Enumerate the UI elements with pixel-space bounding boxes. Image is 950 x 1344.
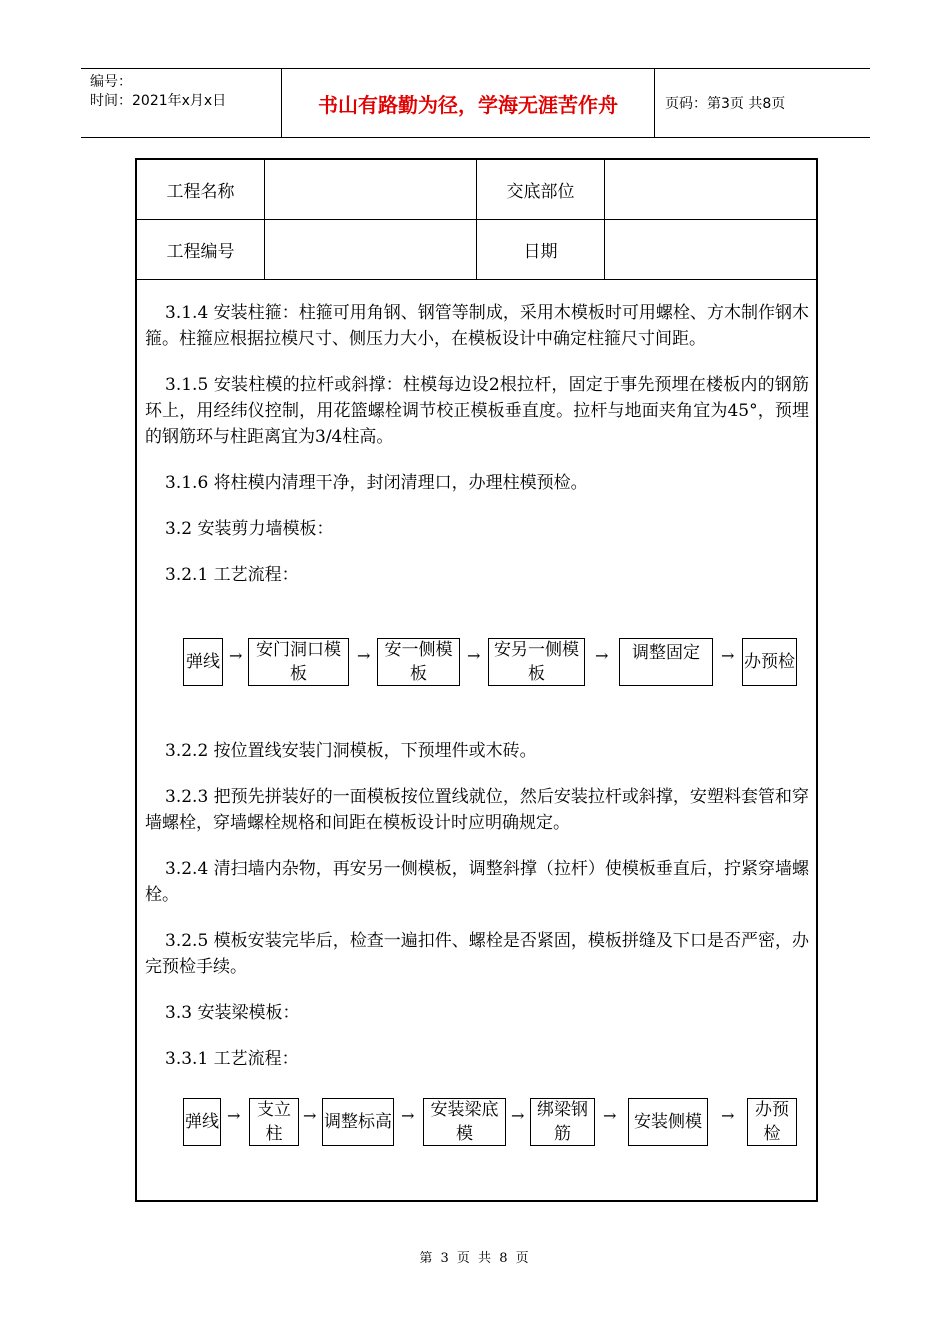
paragraph-3-2-5: 3.2.5 模板安装完毕后，检查一遍扣件、螺栓是否紧固，模板拼缝及下口是否严密，办完预检手续。 (145, 931, 809, 977)
heading-3-2: 3.2 安装剪力墙模板： (165, 519, 334, 539)
paragraph-3-1-6: 3.1.6 将柱模内清理干净，封闭清理口，办理柱模预检。 (165, 473, 588, 493)
part-label: 交底部位 (506, 182, 575, 202)
info-table (137, 160, 816, 280)
flow-step: 支立柱 (249, 1098, 299, 1146)
arrow-icon: → (603, 1106, 617, 1125)
header-motto: 书山有路勤为径，学海无涯苦作舟 (318, 92, 618, 117)
time-label: 时间：2021年x月x日 (90, 93, 227, 109)
arrow-icon: → (595, 646, 609, 665)
arrow-icon: → (467, 646, 481, 665)
arrow-icon: → (401, 1106, 415, 1125)
flow-step: 办预检 (747, 1098, 797, 1146)
flow-step: 安另一侧模板 (488, 638, 585, 686)
arrow-icon: → (303, 1106, 317, 1125)
date-label: 日期 (523, 242, 558, 262)
paragraph-3-1-5: 3.1.5 安装柱模的拉杆或斜撑：柱模每边设2根拉杆，固定于事先预埋在楼板内的钢筋环上，用经纬仪控制，用花篮螺栓调节校正模板垂直度。拉杆与地面夹角宜为45°，预埋的钢筋环与柱距离宜为3/4柱高。 (145, 375, 809, 447)
project-no-label: 工程编号 (166, 242, 235, 262)
paragraph-3-1-4: 3.1.4 安装柱箍：柱箍可用角钢、钢管等制成，采用木模板时可用螺栓、方木制作钢木箍。柱箍应根据拉模尺寸、侧压力大小，在模板设计中确定柱箍尺寸间距。 (145, 303, 809, 349)
flow-step: 安装梁底模 (423, 1098, 506, 1146)
paragraph-3-2-3: 3.2.3 把预先拼装好的一面模板按位置线就位，然后安装拉杆或斜撑，安塑料套管和穿墙螺栓，穿墙螺栓规格和间距在模板设计时应明确规定。 (145, 787, 809, 833)
project-name-label: 工程名称 (166, 182, 235, 202)
arrow-icon: → (357, 646, 371, 665)
date-value (605, 220, 816, 279)
arrow-icon: → (227, 1106, 241, 1125)
wall-process-flow (137, 638, 816, 694)
arrow-icon: → (229, 646, 243, 665)
heading-3-3-1: 3.3.1 工艺流程： (165, 1049, 299, 1069)
project-name-value (265, 160, 476, 219)
flow-step: 安装侧模 (628, 1098, 708, 1146)
heading-3-2-1: 3.2.1 工艺流程： (165, 565, 299, 585)
heading-3-3: 3.3 安装梁模板： (165, 1003, 300, 1023)
handover-form (135, 158, 818, 1202)
serial-label: 编号： (90, 74, 132, 90)
part-value (605, 160, 816, 219)
header-meta (81, 69, 281, 137)
project-no-value (265, 220, 476, 279)
flow-step: 安门洞口模板 (248, 638, 349, 686)
arrow-icon: → (511, 1106, 525, 1125)
beam-process-flow (137, 1098, 816, 1154)
flow-step: 弹线 (183, 1098, 221, 1146)
flow-step: 调整固定 (619, 638, 713, 686)
arrow-icon: → (721, 1106, 735, 1125)
flow-step: 绑梁钢筋 (530, 1098, 595, 1146)
content-body (145, 300, 809, 608)
flow-step: 弹线 (183, 638, 223, 686)
content-body (145, 738, 809, 1092)
page-footer: 第 3 页 共 8 页 (419, 1251, 531, 1266)
arrow-icon: → (721, 646, 735, 665)
flow-step: 安一侧模板 (377, 638, 460, 686)
paragraph-3-2-2: 3.2.2 按位置线安装门洞模板，下预埋件或木砖。 (165, 741, 537, 761)
flow-step: 办预检 (742, 638, 797, 686)
header-divider (654, 69, 655, 137)
paragraph-3-2-4: 3.2.4 清扫墙内杂物，再安另一侧模板，调整斜撑（拉杆）使模板垂直后，拧紧穿墙螺栓。 (145, 859, 809, 905)
page-header (81, 68, 870, 138)
page-code: 页码：第3页 共8页 (665, 96, 786, 112)
flow-step: 调整标高 (322, 1098, 394, 1146)
